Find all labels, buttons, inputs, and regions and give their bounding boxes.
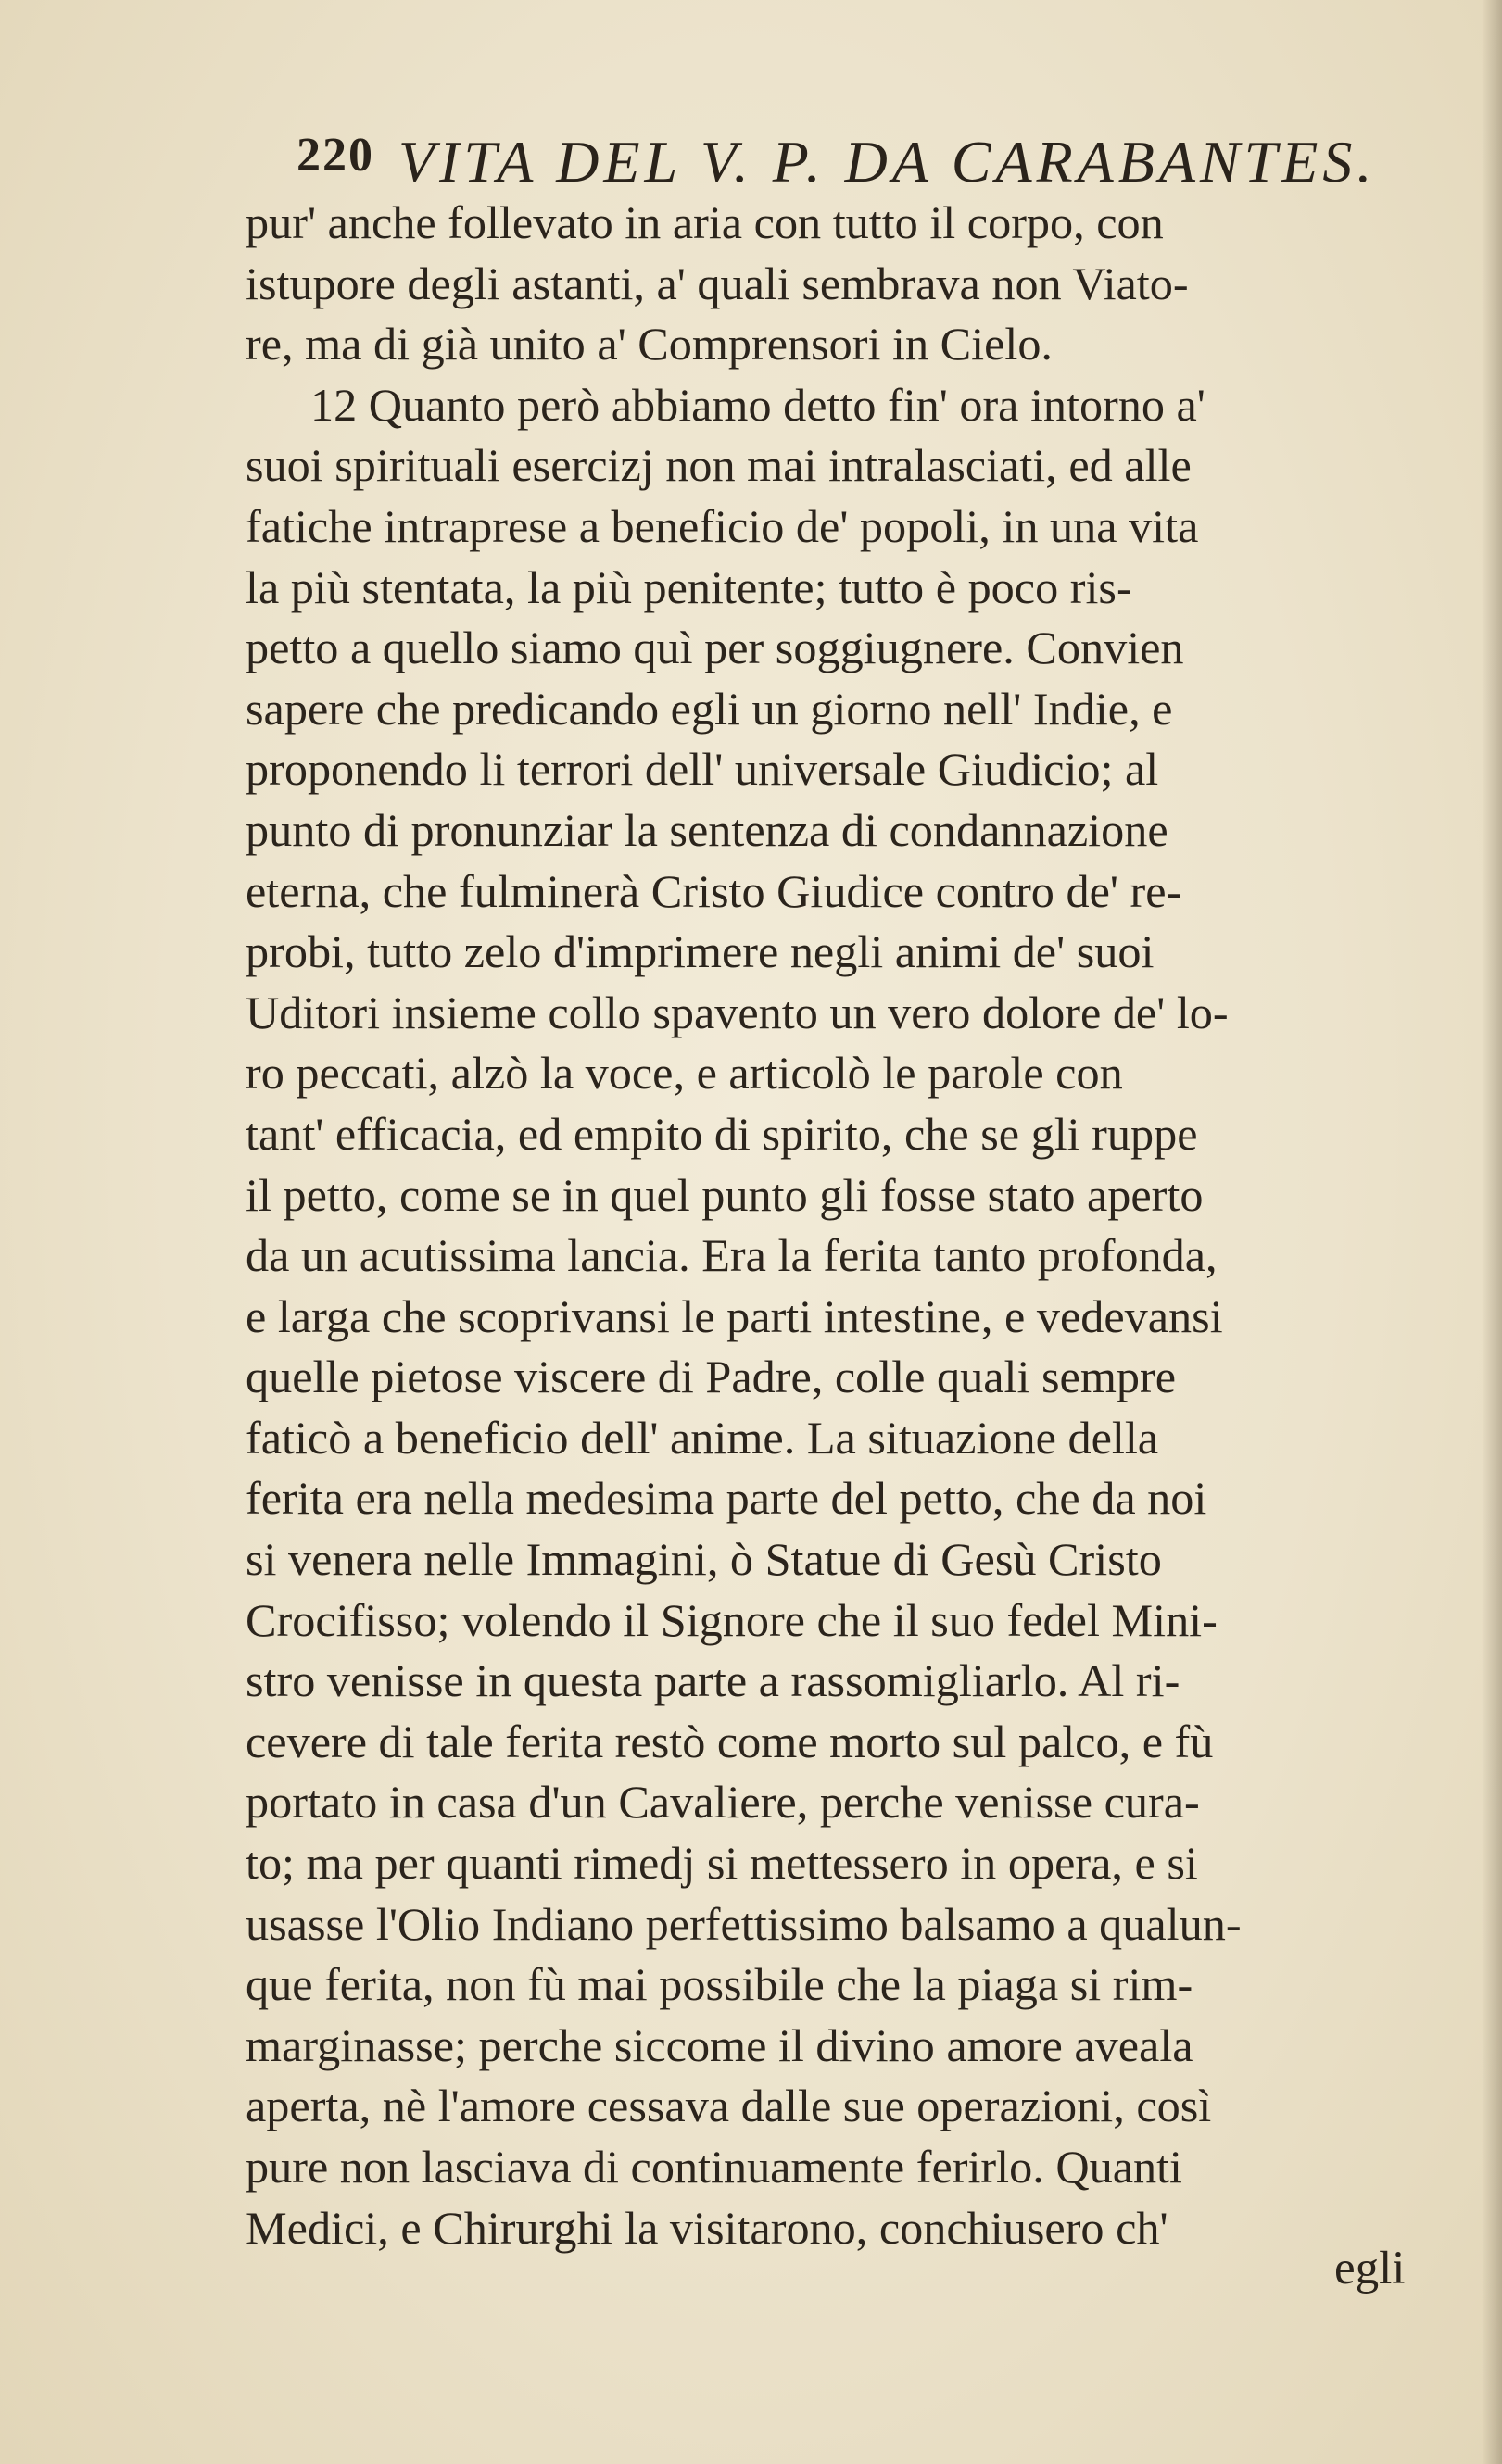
text-line: re, ma di già unito a' Comprensori in Cielo. [246,318,1053,371]
text-line: stro venisse in questa parte a rassomigliarlo. Al ri- [246,1654,1180,1707]
text-line: Crocifisso; volendo il Signore che il suo fedel Mini- [246,1593,1218,1646]
text-line: suoi spirituali esercizj non mai intralasciati, ed alle [246,439,1192,492]
page-number: 220 [297,129,374,182]
text-line: ro peccati, alzò la voce, e articolò le parole con [246,1047,1123,1100]
text-line: il petto, come se in quel punto gli fosse stato aperto [246,1168,1204,1221]
text-line: pur' anche follevato in aria con tutto il corpo, con [246,196,1164,248]
page-header [297,128,1501,193]
paragraph-start-line: 12 Quanto però abbiamo detto fin' ora intorno a' [310,378,1205,431]
text-line: e larga che scoprivansi le parti intestine, e vedevansi [246,1289,1223,1342]
text-line: pure non lasciava di continuamente ferirlo. Quanti [246,2141,1182,2193]
text-line: ferita era nella medesima parte del petto, che da noi [246,1472,1207,1525]
text-line: Uditori insieme collo spavento un vero dolore de' lo- [246,986,1229,1038]
text-line: da un acutissima lancia. Era la ferita tanto profonda, [246,1229,1218,1282]
text-line: cevere di tale ferita restò come morto sul palco, e fù [246,1715,1214,1767]
text-line: la più stentata, la più penitente; tutto è poco ris- [246,560,1132,613]
text-line: usasse l'Olio Indiano perfettissimo balsamo a qualun- [246,1897,1242,1950]
text-line: istupore degli astanti, a' quali sembrava non Viato- [246,257,1189,309]
text-line: sapere che predicando egli un giorno nell' Indie, e [246,682,1173,735]
text-line: aperta, nè l'amore cessava dalle sue operazioni, così [246,2080,1212,2132]
text-line: Medici, e Chirurghi la visitarono, conchiusero ch' [246,2201,1168,2254]
text-line: probi, tutto zelo d'imprimere negli animi de' suoi [246,925,1155,978]
text-line: marginasse; perche siccome il divino amore aveala [246,2018,1193,2071]
running-title: VITA DEL V. P. DA CARABANTES. [398,129,1377,195]
text-line: punto di pronunziar la sentenza di condannazione [246,803,1168,856]
text-line: faticò a beneficio dell' anime. La situazione della [246,1411,1159,1464]
text-line: proponendo li terrori dell' universale Giudicio; al [246,743,1159,796]
body-text [246,193,1487,2258]
text-line: petto a quello siamo quì per soggiugnere. Convien [246,622,1184,674]
text-line: si venera nelle Immagini, ò Statue di Gesù Cristo [246,1533,1162,1586]
text-line: to; ma per quanti rimedj si mettessero in opera, e si [246,1837,1198,1890]
text-line: eterna, che fulminerà Cristo Giudice contro de' re- [246,864,1182,917]
text-line: tant' efficacia, ed empito di spirito, che se gli ruppe [246,1107,1198,1160]
text-line: fatiche intraprese a beneficio de' popoli, in una vita [246,499,1199,552]
catchword: egli [1334,2243,1406,2294]
text-line: quelle pietose viscere di Padre, colle quali sempre [246,1351,1177,1403]
text-line: portato in casa d'un Cavaliere, perche venisse cura- [246,1776,1200,1829]
text-line: que ferita, non fù mai possibile che la piaga si rim- [246,1958,1193,2011]
